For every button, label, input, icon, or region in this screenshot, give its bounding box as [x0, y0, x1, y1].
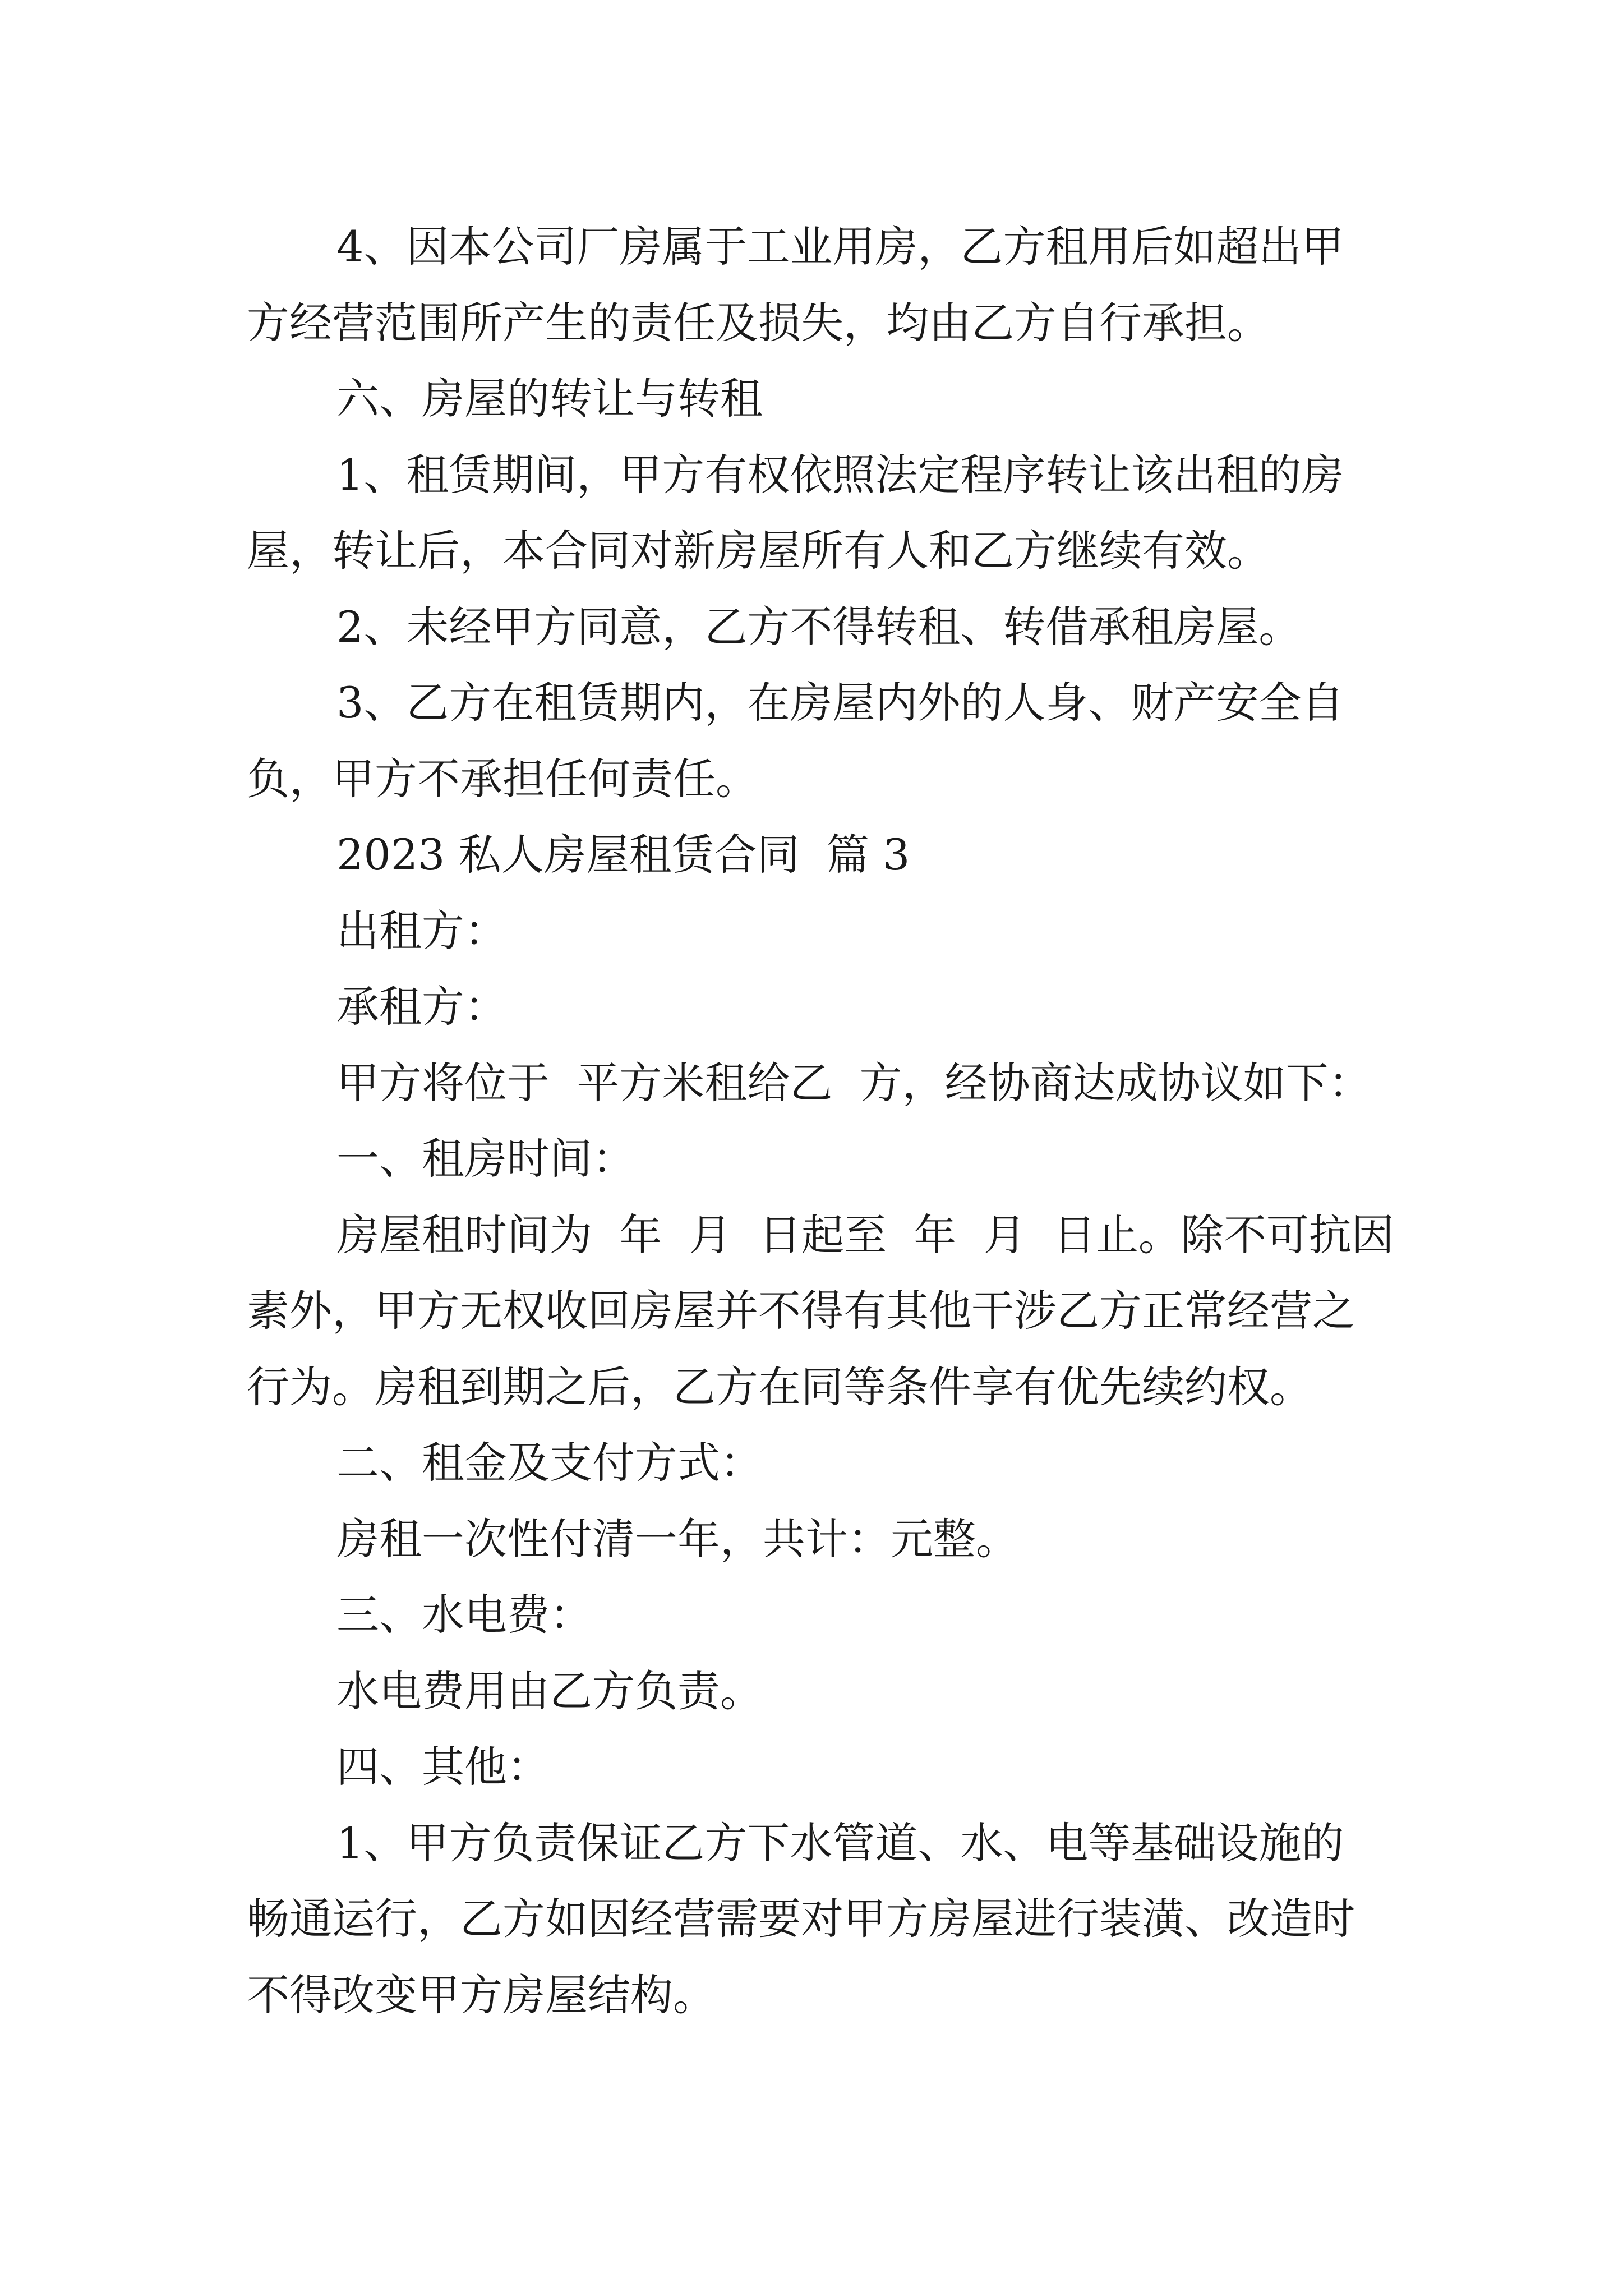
text-line: 素外，甲方无权收回房屋并不得有其他干涉乙方正常经营之 — [247, 1286, 1355, 1336]
text-line: 4、因本公司厂房属于工业用房，乙方租用后如超出甲 — [336, 222, 1344, 272]
text-line: 负，甲方不承担任何责任。 — [247, 754, 758, 804]
section-heading: 六、房屋的转让与转租 — [336, 374, 763, 424]
section-heading: 一、租房时间： — [336, 1134, 635, 1184]
text-line: 1、租赁期间，甲方有权依照法定程序转让该出租的房 — [336, 450, 1344, 500]
text-line: 房租一次性付清一年，共计：元整。 — [336, 1514, 1018, 1564]
document-title: 2023 私人房屋租赁合同 篇 3 — [336, 830, 910, 880]
text-line: 畅通运行，乙方如因经营需要对甲方房屋进行装潢、改造时 — [247, 1894, 1355, 1944]
text-line: 行为。房租到期之后，乙方在同等条件享有优先续约权。 — [247, 1362, 1312, 1412]
section-heading: 二、租金及支付方式： — [336, 1438, 763, 1488]
lessor-label: 出租方： — [336, 906, 507, 956]
text-line: 房屋租时间为 年 月 日起至 年 月 日止。除不可抗因 — [336, 1210, 1394, 1260]
text-line: 3、乙方在租赁期内，在房屋内外的人身、财产安全自 — [336, 678, 1344, 728]
section-heading: 三、水电费： — [336, 1590, 592, 1640]
text-line: 1、甲方负责保证乙方下水管道、水、电等基础设施的 — [336, 1818, 1344, 1868]
text-line: 2、未经甲方同意，乙方不得转租、转借承租房屋。 — [336, 602, 1302, 652]
text-line: 屋，转让后，本合同对新房屋所有人和乙方继续有效。 — [247, 526, 1270, 576]
section-heading: 四、其他： — [336, 1742, 550, 1792]
text-line: 方经营范围所产生的责任及损失，均由乙方自行承担。 — [247, 298, 1270, 348]
text-line: 不得改变甲方房屋结构。 — [247, 1970, 716, 2020]
lessee-label: 承租方： — [336, 982, 507, 1032]
text-line: 甲方将位于 平方米租给乙 方，经协商达成协议如下： — [336, 1058, 1371, 1108]
text-line: 水电费用由乙方负责。 — [336, 1666, 763, 1716]
